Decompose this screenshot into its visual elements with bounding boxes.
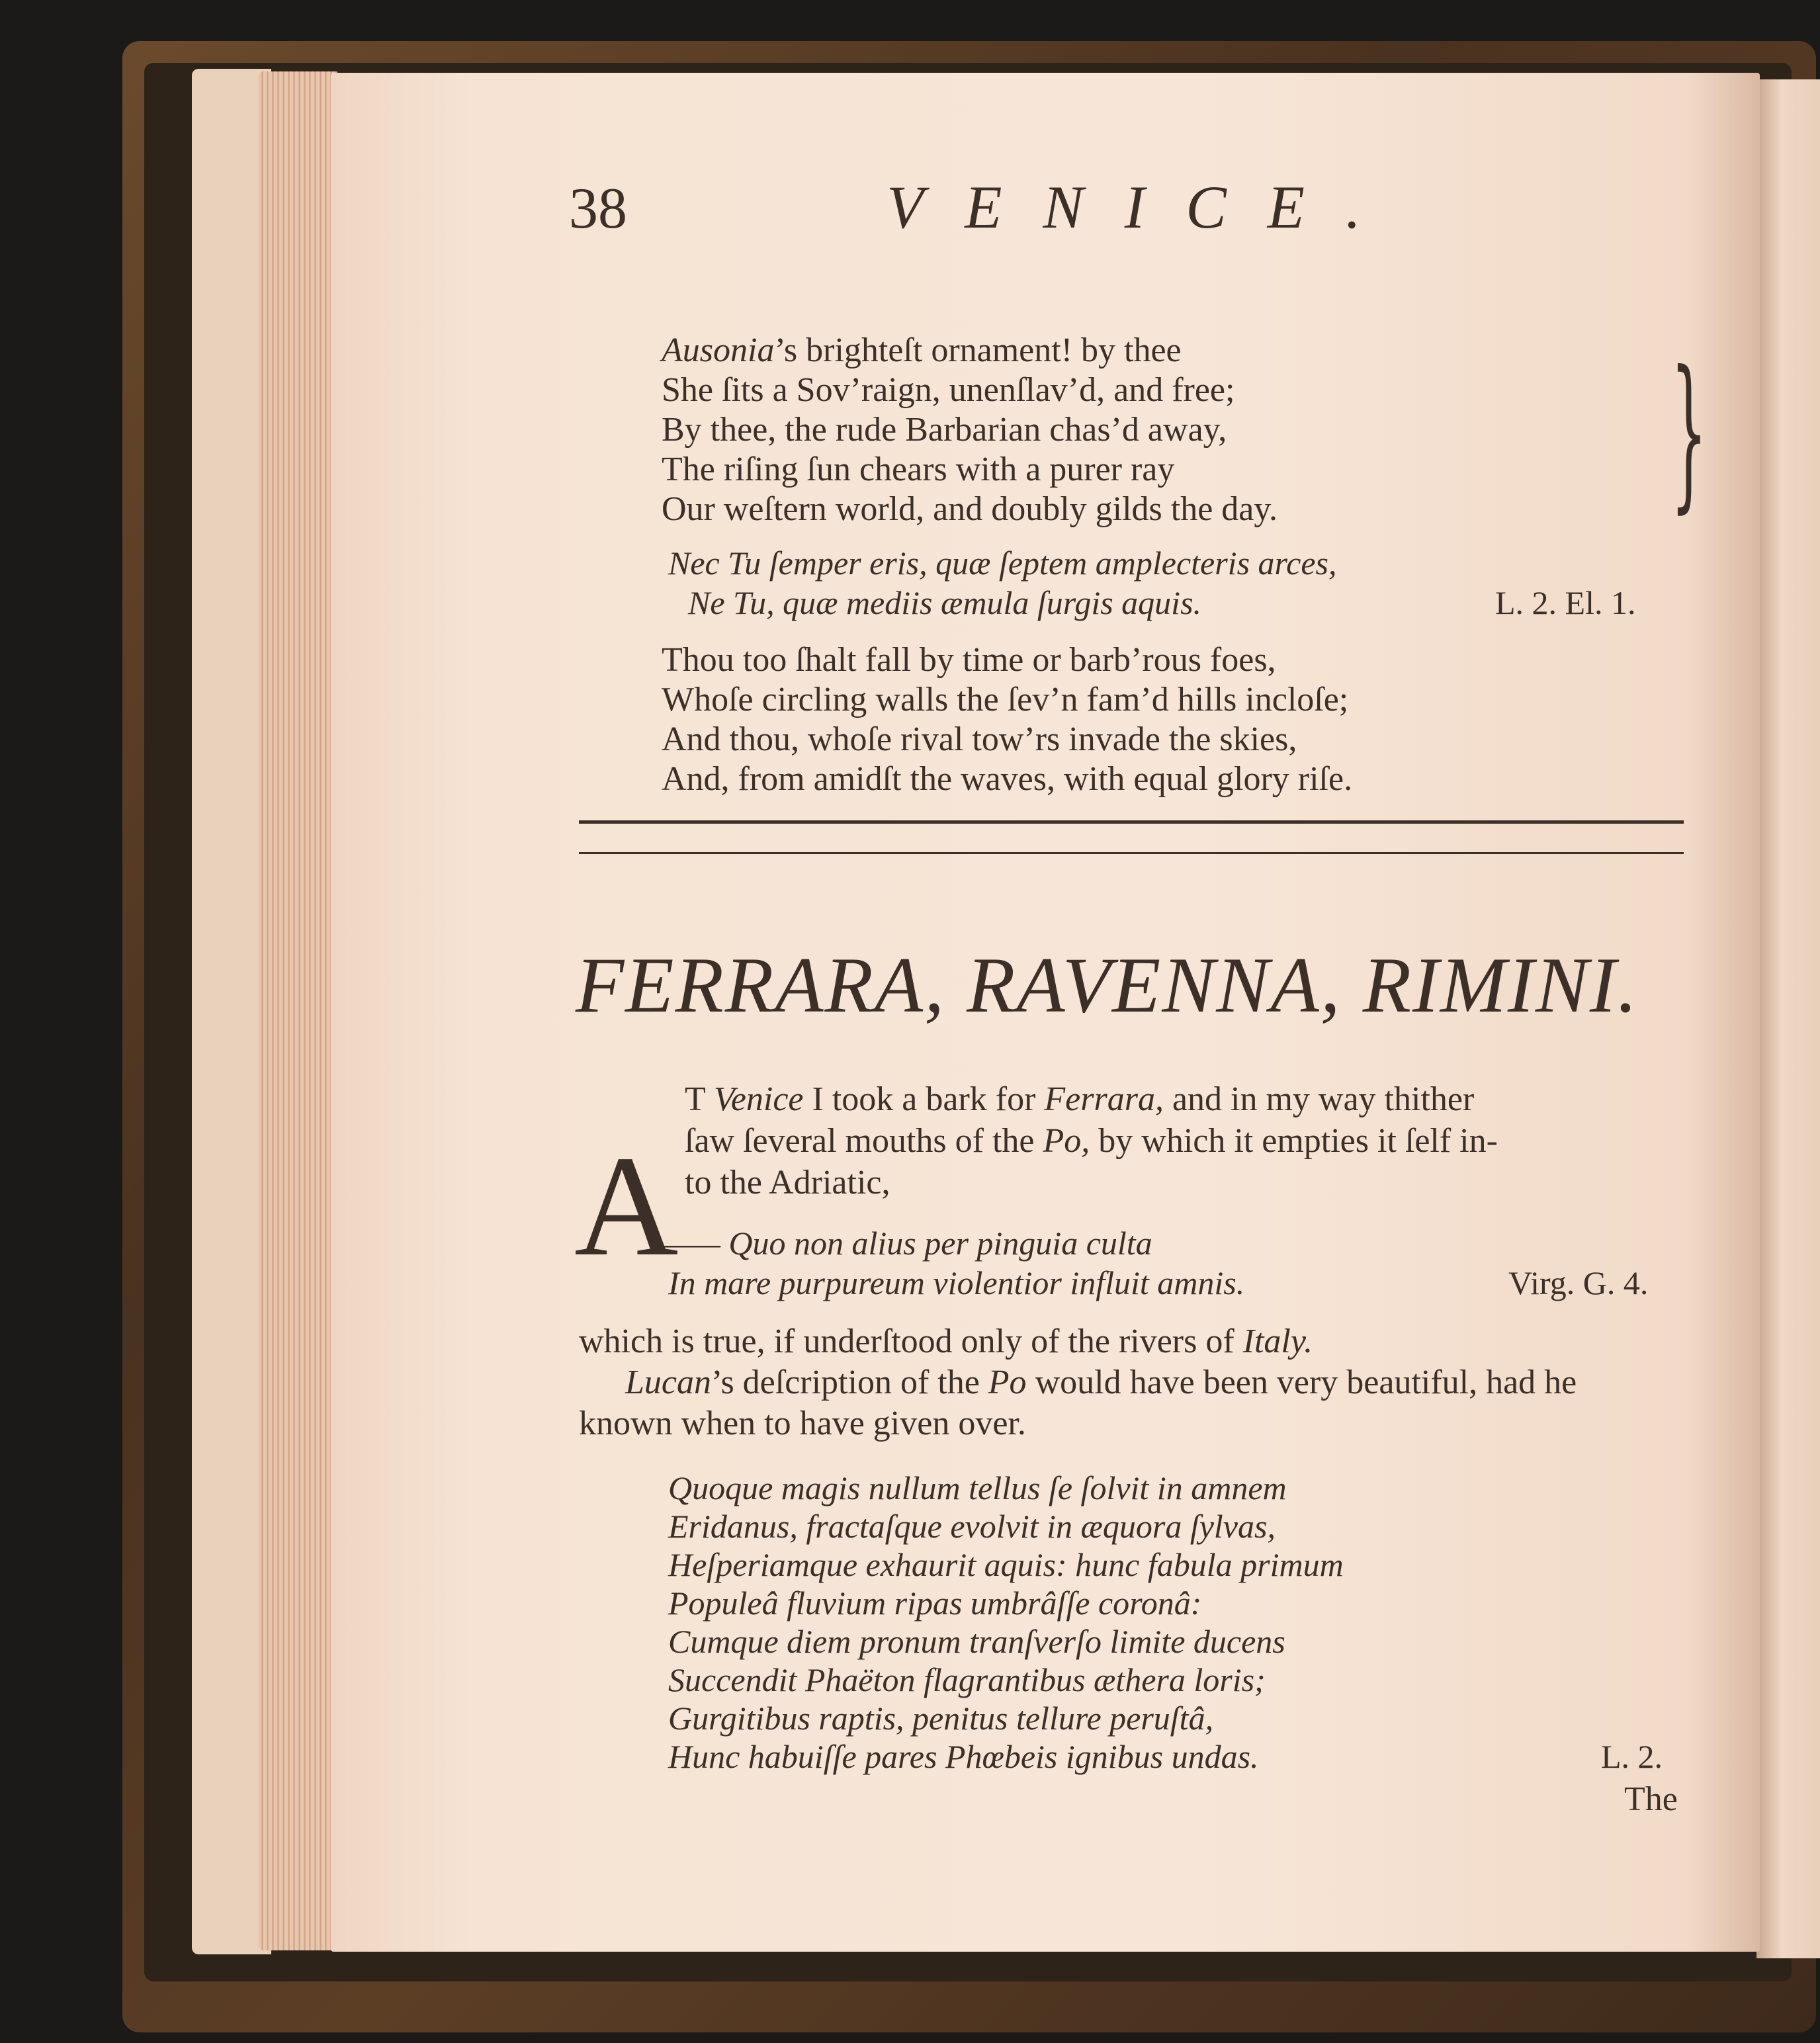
paragraph-line: [579, 1322, 1313, 1361]
next-page-edge: [1756, 79, 1820, 1958]
rule-thick: [579, 820, 1684, 824]
verse-line: Thou too ſhalt fall by time or barb’rous foes,: [662, 641, 1276, 679]
paragraph-line: [625, 1363, 1577, 1402]
verse-line-text: ’s brighteſt ornament! by thee: [774, 331, 1182, 369]
text-run-italic: Lucan: [625, 1364, 711, 1401]
rule-thin: [579, 852, 1684, 854]
citation: L. 2.: [1601, 1738, 1663, 1775]
latin-quote-line: —— Quo non alius per pinguia culta: [662, 1225, 1152, 1262]
verse-line: She ſits a Sov’raign, unenſlav’d, and free;: [662, 371, 1235, 409]
paragraph-line: known when to have given over.: [579, 1405, 1026, 1442]
text-run: by which it empties it ſelf in-: [1090, 1122, 1498, 1160]
text-run: and in my way thither: [1163, 1080, 1475, 1118]
section-title: FERRARA, RAVENNA, RIMINI.: [576, 941, 1639, 1029]
latin-quote-line: Populeâ fluvium ripas umbrâſſe coronâ:: [668, 1585, 1202, 1622]
triplet-brace: }: [1670, 335, 1708, 528]
paragraph-line: [685, 1080, 1474, 1119]
latin-quote-line: Quoque magis nullum tellus ſe ſolvit in amnem: [668, 1469, 1287, 1506]
text-run-italic: Italy.: [1242, 1323, 1313, 1360]
latin-quote-line: In mare purpureum violentior influit amnis.: [668, 1264, 1245, 1301]
verse-line: Whoſe circling walls the ſev’n fam’d hills incloſe;: [662, 681, 1349, 718]
text-run: ſaw ſeveral mouths of the: [685, 1122, 1043, 1160]
latin-quote-line: Heſperiamque exhaurit aquis: hunc fabula primum: [668, 1546, 1344, 1583]
latin-quote-line: Hunc habuiſſe pares Phœbeis ignibus undas.: [668, 1738, 1259, 1775]
verse-line: By thee, the rude Barbarian chas’d away,: [662, 411, 1227, 449]
latin-quote-line: Succendit Phaëton flagrantibus æthera loris;: [668, 1661, 1266, 1698]
latin-quote-line: Cumque diem pronum tranſverſo limite ducens: [668, 1623, 1285, 1660]
page-number: 38: [569, 177, 627, 241]
verse-line: And thou, whoſe rival tow’rs invade the skies,: [662, 720, 1297, 758]
text-run: I took a bark for: [803, 1080, 1045, 1118]
latin-quote-line: Nec Tu ſemper eris, quæ ſeptem amplecteris arces,: [668, 544, 1337, 582]
text-run-italic: Po: [988, 1364, 1027, 1401]
verse-line: Our weſtern world, and doubly gilds the day.: [662, 490, 1278, 528]
book-page: [331, 73, 1760, 1952]
verse-line: And, from amidſt the waves, with equal glory riſe.: [662, 760, 1353, 798]
citation: Virg. G. 4.: [1508, 1264, 1649, 1301]
catchword: The: [1624, 1780, 1678, 1818]
paragraph-line: [685, 1121, 1498, 1160]
verse-line-italic: Ausonia: [662, 331, 775, 369]
paragraph-line: to the Adriatic,: [685, 1164, 890, 1201]
verse-line: [662, 331, 1182, 370]
text-run-italic: Po,: [1043, 1122, 1090, 1160]
latin-quote-line: Eridanus, fractaſque evolvit in æquora ſylvas,: [668, 1508, 1276, 1545]
text-run: T: [685, 1080, 714, 1118]
page-edges: [258, 71, 337, 1950]
running-head: VENICE.: [887, 173, 1402, 241]
verse-line: The riſing ſun chears with a purer ray: [662, 451, 1175, 488]
text-run-italic: Ferrara,: [1044, 1080, 1164, 1118]
drop-cap: A: [574, 1127, 679, 1286]
text-run: which is true, if underſtood only of the rivers of: [579, 1323, 1243, 1360]
text-run-italic: Venice: [713, 1080, 804, 1118]
latin-quote-line: Gurgitibus raptis, penitus tellure peruſtâ,: [668, 1700, 1214, 1737]
text-run: would have been very beautiful, had he: [1026, 1364, 1577, 1401]
text-run: ’s deſcription of the: [711, 1364, 988, 1401]
latin-quote-line: Ne Tu, quæ mediis æmula ſurgis aquis.: [688, 584, 1202, 621]
citation: L. 2. El. 1.: [1495, 584, 1636, 621]
